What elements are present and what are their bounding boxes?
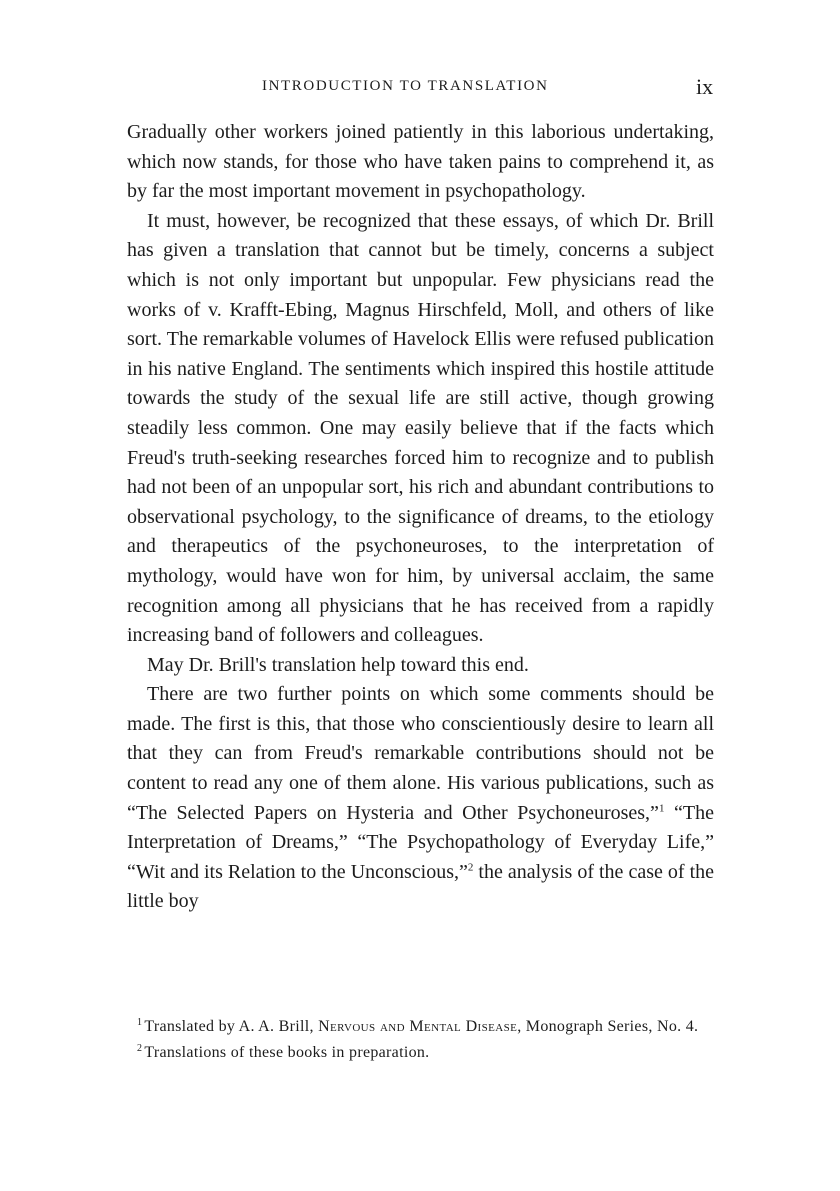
footnote-1-mark: 1: [137, 1016, 143, 1028]
paragraph-4: [127, 680, 714, 917]
paragraph-2: It must, however, be recognized that these essays, of which Dr. Brill has given a translation that cannot but be timely, concerns a subject which is not only important but unpopular. Few physicians read the works of v. Krafft-Ebing, Magnus Hirschfeld, Moll, and others of like sort. The remarkable volumes of Havelock Ellis were refused publication in his native England. The sentiments which inspired this hostile attitude towards the study of the sexual life are still active, though growing steadily less common. One may easily believe that if the facts which Freud's truth-seeking researches forced him to recognize and to publish had not been of an unpopular sort, his rich and abundant contributions to observational psychology, to the significance of dreams, to the etiology and therapeutics of the psychoneuroses, to the interpretation of mythology, would have won for him, by universal acclaim, the same recognition among all physicians that he has received from a rapidly increasing band of followers and colleagues.: [127, 209, 714, 647]
page-number: ix: [696, 74, 714, 99]
running-head: [0, 76, 840, 100]
paragraph-4-text-c: the analysis of the case of the little boy: [127, 860, 715, 913]
footnote-1-text-a: Translated by A. A. Brill,: [144, 1018, 319, 1035]
paragraph-4-text-a: There are two further points on which some comments should be made. The first is this, that those who conscientiously desire to learn all that they can from Freud's remarkable contributions should not be content to read any one of them alone. His various publications, such as “The Selected Papers on Hysteria and Other Psychoneuroses,”: [127, 683, 714, 824]
paragraph-4-text-b: “The Interpretation of Dreams,” “The Psychopathology of Everyday Life,” “Wit and its Relation to the Unconscious,”: [127, 801, 714, 883]
paragraph-1: Gradually other workers joined patiently in this laborious undertaking, which now stands, for those who have taken pains to comprehend it, as by far the most important movement in psychopathology.: [127, 121, 714, 203]
footnote-1-journal: Nervous and Mental Disease: [318, 1018, 518, 1035]
footnote-1: [127, 1014, 714, 1040]
footnote-2: [127, 1040, 714, 1066]
footnote-ref-2: 2: [467, 861, 474, 874]
running-title: INTRODUCTION TO TRANSLATION: [262, 78, 549, 94]
footnote-2-text: Translations of these books in preparation.: [144, 1044, 430, 1061]
paragraph-3: May Dr. Brill's translation help toward this end.: [147, 653, 529, 676]
footnotes: [127, 1014, 714, 1066]
footnote-1-text-b: , Monograph Series, No. 4.: [517, 1018, 699, 1035]
footnote-2-mark: 2: [137, 1042, 143, 1054]
body-text: [127, 118, 714, 917]
footnote-ref-1: 1: [658, 802, 665, 814]
